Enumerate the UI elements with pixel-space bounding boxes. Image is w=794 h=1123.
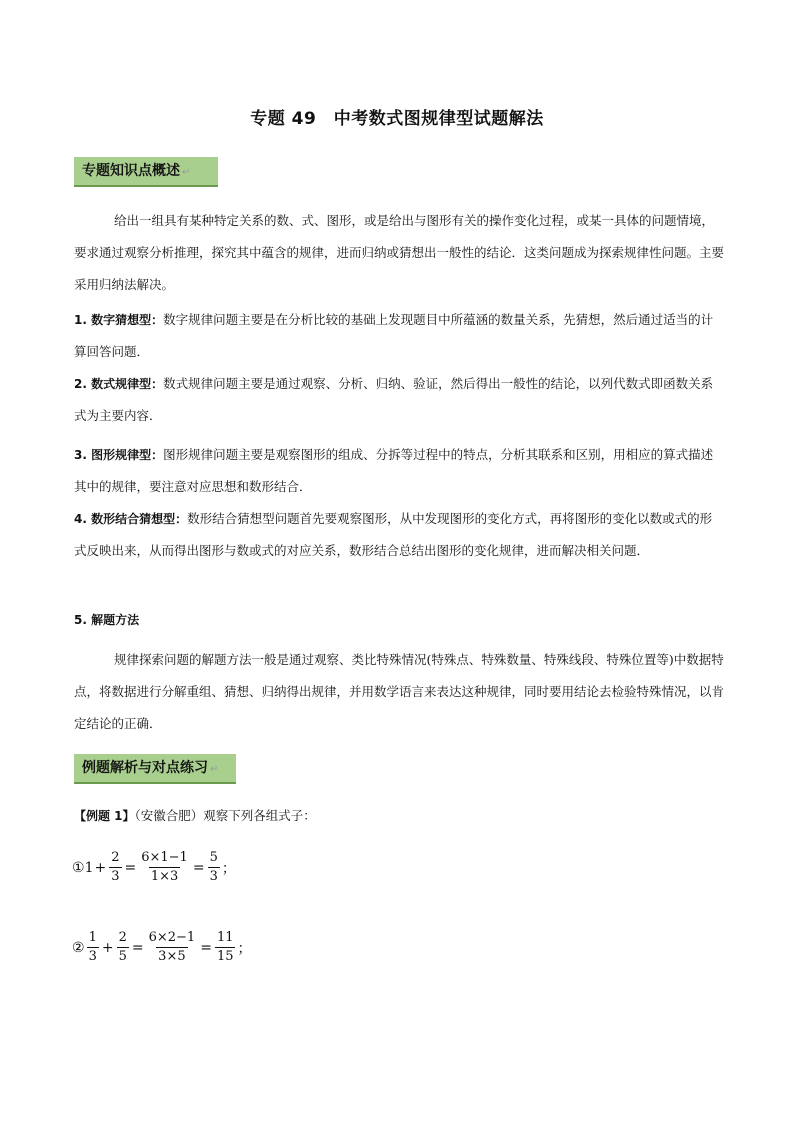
formula-end: ；	[221, 860, 236, 877]
numerator: 6×1−1	[141, 850, 188, 865]
example-intro	[74, 800, 724, 832]
return-mark-icon: ↵	[182, 167, 191, 178]
fraction	[215, 930, 236, 965]
plus-sign: +	[101, 939, 114, 956]
item-number-shape	[74, 503, 724, 567]
fraction	[147, 930, 198, 965]
equals-sign: =	[131, 939, 144, 956]
example-text: （安徽合肥）观察下列各组式子：	[134, 808, 316, 823]
equals-sign: =	[200, 939, 212, 956]
fraction	[139, 850, 190, 885]
formula-2	[72, 930, 251, 965]
intro-paragraph: 给出一组具有某种特定关系的数、式、图形，或是给出与图形有关的操作变化过程，或某一具体的问题情境，要求通过观察分析推理，探究其中蕴含的规律，进而归纳或猜想出一般性的结论．这类问题成为探索规律性问题。主要采用归纳法解决。	[74, 213, 725, 292]
item-text: 数式规律问题主要是通过观察、分析、归纳、验证，然后得出一般性的结论，以列代数式即函数关系式为主要内容．	[74, 376, 714, 423]
denominator: 5	[118, 949, 127, 964]
plus-sign: +	[94, 859, 107, 876]
numerator: 2	[118, 930, 127, 945]
denominator: 15	[216, 949, 234, 964]
numerator: 6×2−1	[148, 930, 196, 945]
denominator: 3	[88, 949, 97, 964]
equals-sign: =	[124, 859, 137, 876]
numerator: 2	[111, 850, 120, 865]
denominator: 1×3	[150, 869, 179, 884]
fraction	[109, 850, 121, 885]
example-label: 【例题 1】	[74, 809, 135, 823]
item-text: 数字规律问题主要是在分析比较的基础上发现题目中所蕴涵的数量关系，先猜想，然后通过适当的计算回答问题．	[74, 312, 714, 359]
banner-label: 专题知识点概述	[82, 163, 180, 179]
formula-end: ；	[237, 940, 252, 957]
method-paragraph: 规律探索问题的解题方法一般是通过观察、类比特殊情况(特殊点、特殊数量、特殊线段、特殊位置等)中数据特点，将数据进行分解重组、猜想、归纳得出规律，并用数学语言来表达这种规律，同时要用结论去检验特殊情况，以肯定结论的正确．	[74, 652, 725, 731]
denominator: 3	[111, 869, 120, 884]
numerator: 1	[88, 930, 97, 945]
item-label: 2. 数式规律型：	[74, 377, 164, 391]
banner-label: 例题解析与对点练习	[82, 760, 208, 776]
section-banner-overview	[74, 157, 218, 187]
formula-1	[72, 850, 236, 885]
section-banner-examples	[74, 754, 236, 784]
equals-sign: =	[192, 859, 205, 876]
page-title: 专题 49 中考数式图规律型试题解法	[250, 109, 544, 129]
denominator: 3	[209, 869, 218, 884]
fraction	[117, 930, 129, 965]
numerator: 5	[209, 850, 218, 865]
item-formula-rule	[74, 368, 724, 432]
numerator: 11	[216, 930, 234, 945]
formula-index: ①	[72, 859, 85, 876]
method-heading	[74, 604, 724, 636]
item-label: 1. 数字猜想型：	[74, 313, 164, 327]
formula-term: 1	[84, 859, 94, 876]
item-text: 图形规律问题主要是观察图形的组成、分拆等过程中的特点，分析其联系和区别，用相应的算式描述其中的规律，要注意对应思想和数形结合．	[74, 447, 714, 494]
fraction	[208, 850, 220, 885]
fraction	[87, 930, 99, 965]
method-label: 5. 解题方法	[74, 613, 140, 627]
formula-index: ②	[72, 939, 85, 956]
item-figure-rule	[74, 439, 724, 503]
return-mark-icon: ↵	[210, 764, 219, 775]
item-label: 3. 图形规律型：	[74, 448, 164, 462]
item-number-guess	[74, 304, 724, 368]
item-label: 4. 数形结合猜想型：	[74, 512, 188, 526]
item-text: 数形结合猜想型问题首先要观察图形，从中发现图形的变化方式，再将图形的变化以数或式的形式反映出来，从而得出图形与数或式的对应关系，数形结合总结出图形的变化规律，进而解决相关问题．	[74, 511, 713, 558]
denominator: 3×5	[158, 949, 186, 964]
